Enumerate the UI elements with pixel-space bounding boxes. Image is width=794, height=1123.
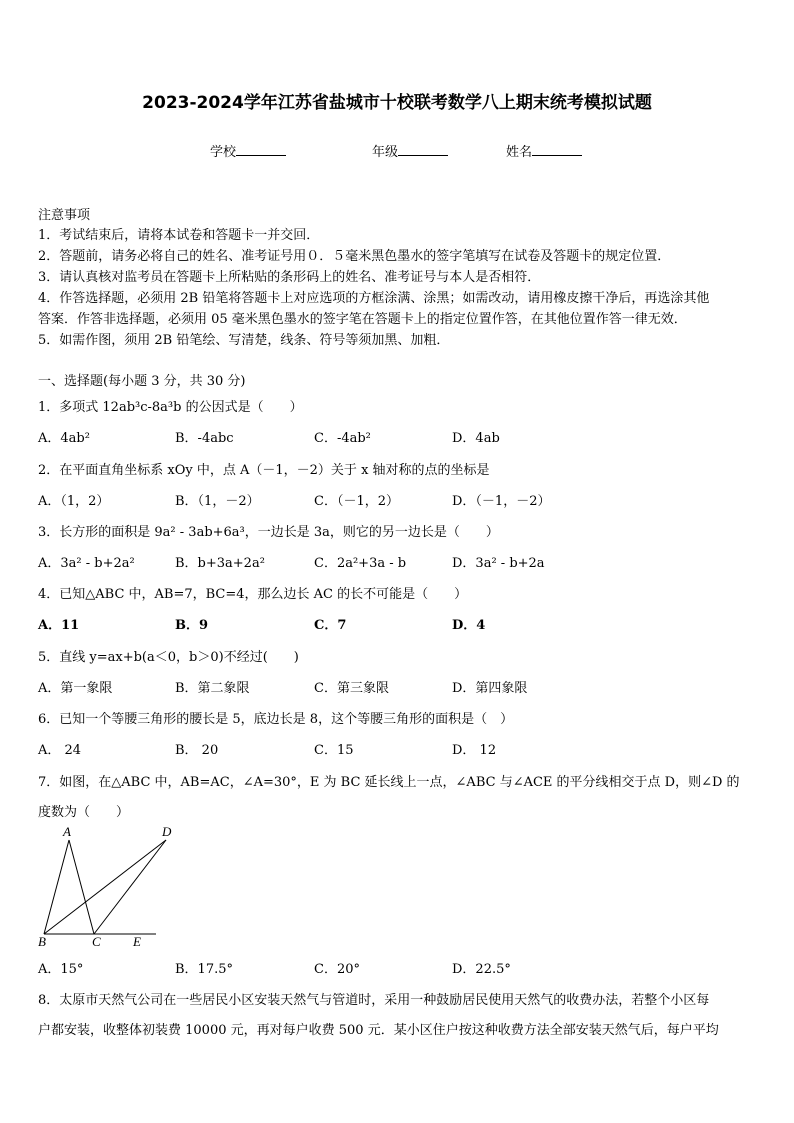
question-stem: 4．已知△ABC 中，AB=7，BC=4，那么边长 AC 的长不可能是（ ）	[38, 587, 468, 602]
option-d[interactable]: D．22.5°	[452, 962, 511, 977]
page-title: 2023-2024学年江苏省盐城市十校联考数学八上期末统考模拟试题	[142, 93, 652, 113]
grade-field	[372, 141, 448, 160]
option-b[interactable]: B．9	[175, 618, 209, 633]
school-label: 学校	[210, 145, 237, 160]
label-e: E	[133, 934, 141, 948]
option-d[interactable]: D．4	[452, 618, 486, 633]
option-a[interactable]: A．第一象限	[38, 681, 113, 696]
question-stem-continued: 户都安装，收整体初装费 10000 元，再对每户收费 500 元．某小区住户按这种收费方法全部安装天然气后，每户平均	[38, 1023, 719, 1038]
option-b[interactable]: B．第二象限	[175, 681, 250, 696]
option-c[interactable]: C．（－1，2）	[314, 494, 399, 509]
option-d[interactable]: D．第四象限	[452, 681, 528, 696]
option-c[interactable]: C．2a²+3a - b	[314, 556, 407, 571]
notice-item: 2．答题前，请务必将自己的姓名、准考证号用０．５毫米黑色墨水的签字笔填写在试卷及答题卡的规定位置．	[38, 249, 671, 264]
option-b[interactable]: B．17.5°	[175, 962, 233, 977]
notice-item: 5．如需作图，须用 2B 铅笔绘、写清楚，线条、符号等须加黑、加粗．	[38, 333, 450, 348]
notice-item: 答案．作答非选择题，必须用 05 毫米黑色墨水的签字笔在答题卡上的指定位置作答，在其他位置作答一律无效．	[38, 312, 687, 327]
question-stem: 3．长方形的面积是 9a² - 3ab+6a³，一边长是 3a，则它的另一边长是（ ）	[38, 525, 499, 540]
option-b[interactable]: B． 20	[175, 743, 219, 758]
question-stem: 1．多项式 12ab³c-8a³b 的公因式是（ ）	[38, 400, 303, 415]
question-stem: 7．如图，在△ABC 中，AB=AC，∠A=30°，E 为 BC 延长线上一点，∠ABC 与∠ACE 的平分线相交于点 D，则∠D 的	[38, 775, 740, 790]
option-b[interactable]: B．b+3a+2a²	[175, 556, 265, 571]
option-a[interactable]: A．11	[38, 618, 80, 633]
question-stem: 8．太原市天然气公司在一些居民小区安装天然气与管道时，采用一种鼓励居民使用天然气的收费办法，若整个小区每	[38, 993, 710, 1008]
question-stem-continued: 度数为（ ）	[38, 805, 130, 820]
school-blank[interactable]	[236, 142, 286, 156]
line-ba	[44, 840, 69, 934]
question-stem: 2．在平面直角坐标系 xOy 中，点 A（－1，－2）关于 x 轴对称的点的坐标是	[38, 463, 490, 478]
school-field	[210, 141, 286, 160]
question-stem: 6．已知一个等腰三角形的腰长是 5，底边长是 8，这个等腰三角形的面积是（ ）	[38, 712, 514, 727]
option-d[interactable]: D．3a² - b+2a	[452, 556, 545, 571]
grade-label: 年级	[372, 145, 399, 160]
notice-item: 1．考试结束后，请将本试卷和答题卡一并交回．	[38, 228, 320, 243]
grade-blank[interactable]	[398, 142, 448, 156]
triangle-figure	[36, 822, 186, 948]
option-d[interactable]: D．4ab	[452, 431, 500, 446]
option-a[interactable]: A．（1，2）	[38, 494, 110, 509]
name-label: 姓名	[506, 145, 533, 160]
question-stem: 5．直线 y=ax+b(a＜0，b＞0)不经过( )	[38, 650, 299, 665]
option-c[interactable]: C．7	[314, 618, 347, 633]
label-d: D	[162, 824, 172, 839]
option-b[interactable]: B．（1，－2）	[175, 494, 260, 509]
option-a[interactable]: A． 24	[38, 743, 82, 758]
name-blank[interactable]	[532, 142, 582, 156]
section-heading: 一、选择题(每小题 3 分，共 30 分)	[38, 374, 246, 389]
option-c[interactable]: C．第三象限	[314, 681, 389, 696]
option-a[interactable]: A．4ab²	[38, 431, 90, 446]
notice-item: 3．请认真核对监考员在答题卡上所粘贴的条形码上的姓名、准考证号与本人是否相符．	[38, 270, 541, 285]
line-ac	[69, 840, 94, 934]
option-c[interactable]: C．-4ab²	[314, 431, 371, 446]
name-field	[506, 141, 582, 160]
label-b: B	[38, 934, 46, 948]
notice-item: 4．作答选择题，必须用 2B 铅笔将答题卡上对应选项的方框涂满、涂黑；如需改动，请用橡皮擦干净后，再选涂其他	[38, 291, 710, 306]
label-c: C	[92, 934, 101, 948]
option-b[interactable]: B．-4abc	[175, 431, 234, 446]
option-a[interactable]: A．15°	[38, 962, 84, 977]
option-c[interactable]: C．20°	[314, 962, 360, 977]
option-a[interactable]: A．3a² - b+2a²	[38, 556, 135, 571]
notice-heading: 注意事项	[38, 208, 91, 223]
option-d[interactable]: D．（－1，－2）	[452, 494, 551, 509]
label-a: A	[63, 824, 71, 839]
option-c[interactable]: C．15	[314, 743, 354, 758]
option-d[interactable]: D． 12	[452, 743, 497, 758]
